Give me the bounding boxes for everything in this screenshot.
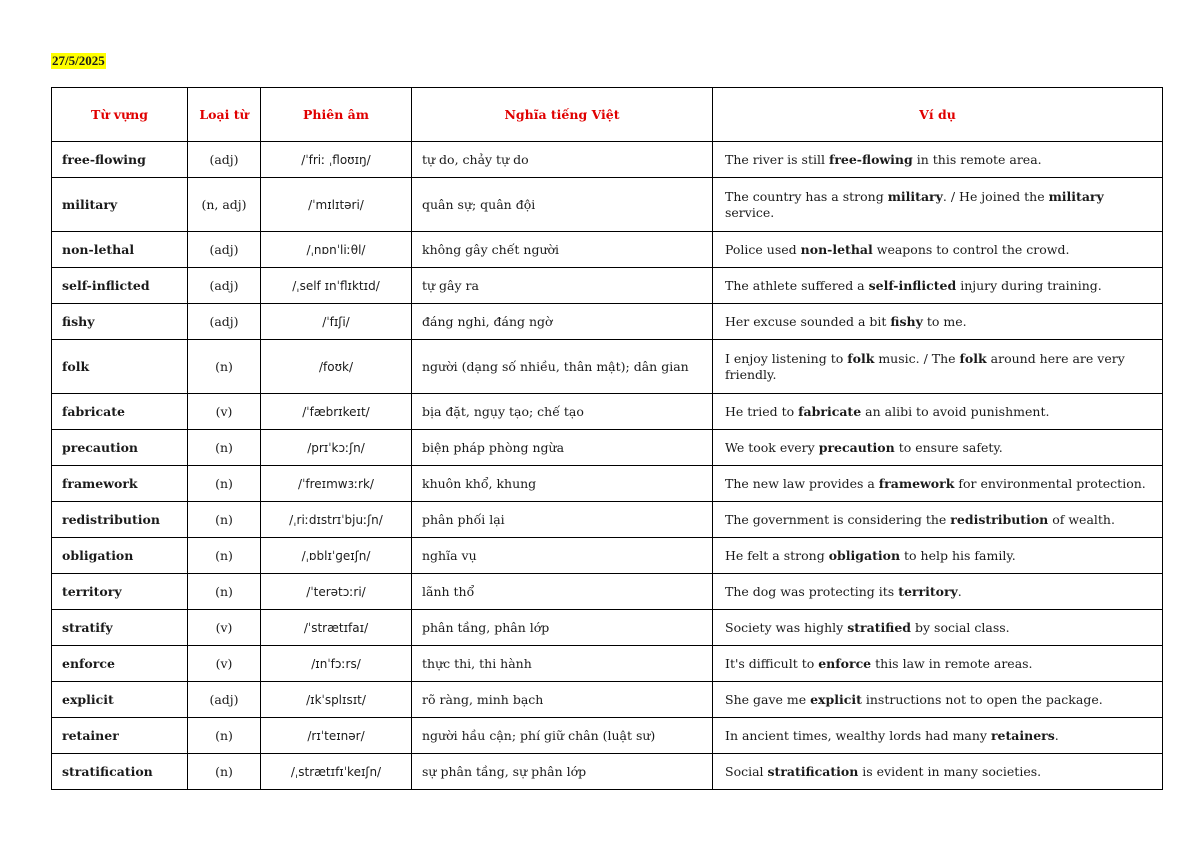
table-row — [52, 304, 1163, 340]
example-text: It's difficult to — [725, 655, 819, 671]
word-cell: retainer — [52, 718, 188, 754]
header-part-of-speech: Loại từ — [188, 88, 261, 142]
example-text: for environmental protection. — [954, 475, 1146, 491]
example-text: in this remote area. — [912, 151, 1042, 167]
part-of-speech-cell: (adj) — [188, 268, 261, 304]
phonetic-cell: /foʊk/ — [261, 340, 412, 394]
example-keyword: explicit — [810, 691, 862, 707]
header-example: Ví dụ — [713, 88, 1163, 142]
part-of-speech-cell: (adj) — [188, 682, 261, 718]
example-text: an alibi to avoid punishment. — [861, 403, 1050, 419]
example-keyword: stratification — [767, 763, 859, 779]
example-cell — [713, 304, 1163, 340]
example-keyword: territory — [898, 583, 958, 599]
example-text: Social — [725, 763, 768, 779]
table-row — [52, 502, 1163, 538]
part-of-speech-cell: (n) — [188, 754, 261, 790]
word-cell: non-lethal — [52, 232, 188, 268]
table-row — [52, 538, 1163, 574]
example-text: weapons to control the crowd. — [872, 241, 1070, 257]
phonetic-cell: /ˌriːdɪstrɪˈbjuːʃn/ — [261, 502, 412, 538]
example-cell — [713, 394, 1163, 430]
part-of-speech-cell: (adj) — [188, 142, 261, 178]
example-cell — [713, 178, 1163, 232]
word-cell: framework — [52, 466, 188, 502]
example-text: to ensure safety. — [894, 439, 1003, 455]
example-text: We took every — [725, 439, 819, 455]
word-cell: self-inflicted — [52, 268, 188, 304]
word-cell: territory — [52, 574, 188, 610]
header-word: Từ vựng — [52, 88, 188, 142]
part-of-speech-cell: (n) — [188, 574, 261, 610]
table-row — [52, 394, 1163, 430]
part-of-speech-cell: (n, adj) — [188, 178, 261, 232]
example-text: In ancient times, wealthy lords had many — [725, 727, 991, 743]
meaning-cell: đáng nghi, đáng ngờ — [412, 304, 713, 340]
example-cell — [713, 682, 1163, 718]
word-cell: folk — [52, 340, 188, 394]
table-row — [52, 574, 1163, 610]
example-text: around here are very friendly. — [725, 350, 1125, 382]
phonetic-cell: /ˈfriː ˌfloʊɪŋ/ — [261, 142, 412, 178]
table-row — [52, 340, 1163, 394]
example-text: of wealth. — [1048, 511, 1115, 527]
meaning-cell: phân phối lại — [412, 502, 713, 538]
phonetic-cell: /ˌself ɪnˈflɪktɪd/ — [261, 268, 412, 304]
word-cell: obligation — [52, 538, 188, 574]
example-text: to help his family. — [900, 547, 1016, 563]
phonetic-cell: /ˌnɒnˈliːθl/ — [261, 232, 412, 268]
table-row — [52, 430, 1163, 466]
table-row — [52, 268, 1163, 304]
phonetic-cell: /ˌstrætɪfɪˈkeɪʃn/ — [261, 754, 412, 790]
phonetic-cell: /ˈfɪʃi/ — [261, 304, 412, 340]
example-text: The country has a strong — [725, 188, 888, 204]
word-cell: fishy — [52, 304, 188, 340]
phonetic-cell: /ˈstrætɪfaɪ/ — [261, 610, 412, 646]
example-keyword: non-lethal — [800, 241, 873, 257]
example-text: Police used — [725, 241, 801, 257]
word-cell: enforce — [52, 646, 188, 682]
table-row — [52, 682, 1163, 718]
example-text: The river is still — [725, 151, 829, 167]
meaning-cell: khuôn khổ, khung — [412, 466, 713, 502]
phonetic-cell: /ˈterətɔːri/ — [261, 574, 412, 610]
phonetic-cell: /ˈfreɪmwɜːrk/ — [261, 466, 412, 502]
example-keyword: enforce — [818, 655, 872, 671]
example-keyword: precaution — [818, 439, 895, 455]
part-of-speech-cell: (v) — [188, 394, 261, 430]
part-of-speech-cell: (v) — [188, 610, 261, 646]
table-row — [52, 142, 1163, 178]
word-cell: military — [52, 178, 188, 232]
example-keyword: fabricate — [798, 403, 862, 419]
example-text: instructions not to open the package. — [861, 691, 1103, 707]
example-cell — [713, 142, 1163, 178]
phonetic-cell: /ɪnˈfɔːrs/ — [261, 646, 412, 682]
example-text: by social class. — [911, 619, 1010, 635]
example-text: . — [957, 583, 962, 599]
example-text: injury during training. — [956, 277, 1102, 293]
part-of-speech-cell: (n) — [188, 430, 261, 466]
table-row — [52, 610, 1163, 646]
meaning-cell: người hầu cận; phí giữ chân (luật sư) — [412, 718, 713, 754]
example-keyword: fishy — [890, 313, 923, 329]
phonetic-cell: /ɪkˈsplɪsɪt/ — [261, 682, 412, 718]
vocabulary-table — [51, 87, 1163, 790]
word-cell: stratify — [52, 610, 188, 646]
part-of-speech-cell: (n) — [188, 718, 261, 754]
meaning-cell: không gây chết người — [412, 232, 713, 268]
example-cell — [713, 502, 1163, 538]
phonetic-cell: /ˌɒblɪˈɡeɪʃn/ — [261, 538, 412, 574]
meaning-cell: rõ ràng, minh bạch — [412, 682, 713, 718]
example-text: She gave me — [725, 691, 811, 707]
table-body — [52, 142, 1163, 790]
part-of-speech-cell: (n) — [188, 502, 261, 538]
table-row — [52, 466, 1163, 502]
meaning-cell: tự gây ra — [412, 268, 713, 304]
phonetic-cell: /ˈfæbrɪkeɪt/ — [261, 394, 412, 430]
meaning-cell: nghĩa vụ — [412, 538, 713, 574]
example-text: service. — [725, 204, 775, 220]
example-cell — [713, 754, 1163, 790]
example-cell — [713, 718, 1163, 754]
part-of-speech-cell: (adj) — [188, 304, 261, 340]
meaning-cell: sự phân tầng, sự phân lớp — [412, 754, 713, 790]
example-keyword: military — [1048, 188, 1104, 204]
example-text: The dog was protecting its — [725, 583, 899, 599]
meaning-cell: biện pháp phòng ngừa — [412, 430, 713, 466]
example-keyword: free-flowing — [828, 151, 913, 167]
example-keyword: redistribution — [950, 511, 1049, 527]
word-cell: free-flowing — [52, 142, 188, 178]
example-text: The government is considering the — [725, 511, 951, 527]
example-keyword: folk — [959, 350, 987, 366]
example-text: music. / The — [874, 350, 960, 366]
meaning-cell: phân tầng, phân lớp — [412, 610, 713, 646]
example-text: to me. — [922, 313, 967, 329]
table-row — [52, 718, 1163, 754]
example-cell — [713, 430, 1163, 466]
example-keyword: framework — [878, 475, 955, 491]
part-of-speech-cell: (n) — [188, 466, 261, 502]
example-keyword: self-inflicted — [868, 277, 957, 293]
example-text: Her excuse sounded a bit — [725, 313, 891, 329]
example-text: . — [1054, 727, 1059, 743]
example-text: The new law provides a — [725, 475, 879, 491]
phonetic-cell: /ˈmɪlɪtəri/ — [261, 178, 412, 232]
part-of-speech-cell: (v) — [188, 646, 261, 682]
part-of-speech-cell: (n) — [188, 340, 261, 394]
header-vietnamese-meaning: Nghĩa tiếng Việt — [412, 88, 713, 142]
meaning-cell: tự do, chảy tự do — [412, 142, 713, 178]
part-of-speech-cell: (adj) — [188, 232, 261, 268]
table-row — [52, 178, 1163, 232]
table-row — [52, 646, 1163, 682]
example-text: The athlete suffered a — [725, 277, 869, 293]
word-cell: fabricate — [52, 394, 188, 430]
meaning-cell: lãnh thổ — [412, 574, 713, 610]
example-text: He felt a strong — [725, 547, 829, 563]
example-cell — [713, 340, 1163, 394]
table-row — [52, 232, 1163, 268]
meaning-cell: quân sự; quân đội — [412, 178, 713, 232]
word-cell: redistribution — [52, 502, 188, 538]
example-text: Society was highly — [725, 619, 848, 635]
example-keyword: retainers — [990, 727, 1055, 743]
table-header-row — [52, 88, 1163, 142]
example-text: is evident in many societies. — [858, 763, 1042, 779]
example-keyword: obligation — [828, 547, 901, 563]
phonetic-cell: /prɪˈkɔːʃn/ — [261, 430, 412, 466]
example-cell — [713, 574, 1163, 610]
table-row — [52, 754, 1163, 790]
meaning-cell: người (dạng số nhiều, thân mật); dân gian — [412, 340, 713, 394]
meaning-cell: bịa đặt, ngụy tạo; chế tạo — [412, 394, 713, 430]
phonetic-cell: /rɪˈteɪnər/ — [261, 718, 412, 754]
example-cell — [713, 610, 1163, 646]
example-text: I enjoy listening to — [725, 350, 848, 366]
word-cell: precaution — [52, 430, 188, 466]
meaning-cell: thực thi, thi hành — [412, 646, 713, 682]
word-cell: explicit — [52, 682, 188, 718]
part-of-speech-cell: (n) — [188, 538, 261, 574]
example-keyword: stratified — [847, 619, 912, 635]
example-text: He tried to — [725, 403, 799, 419]
example-keyword: folk — [847, 350, 875, 366]
example-cell — [713, 268, 1163, 304]
example-cell — [713, 232, 1163, 268]
word-cell: stratification — [52, 754, 188, 790]
example-cell — [713, 646, 1163, 682]
example-cell — [713, 466, 1163, 502]
example-keyword: military — [887, 188, 943, 204]
example-cell — [713, 538, 1163, 574]
example-text: . / He joined the — [942, 188, 1049, 204]
header-phonetic: Phiên âm — [261, 88, 412, 142]
document-date: 27/5/2025 — [52, 53, 105, 68]
example-text: this law in remote areas. — [871, 655, 1033, 671]
